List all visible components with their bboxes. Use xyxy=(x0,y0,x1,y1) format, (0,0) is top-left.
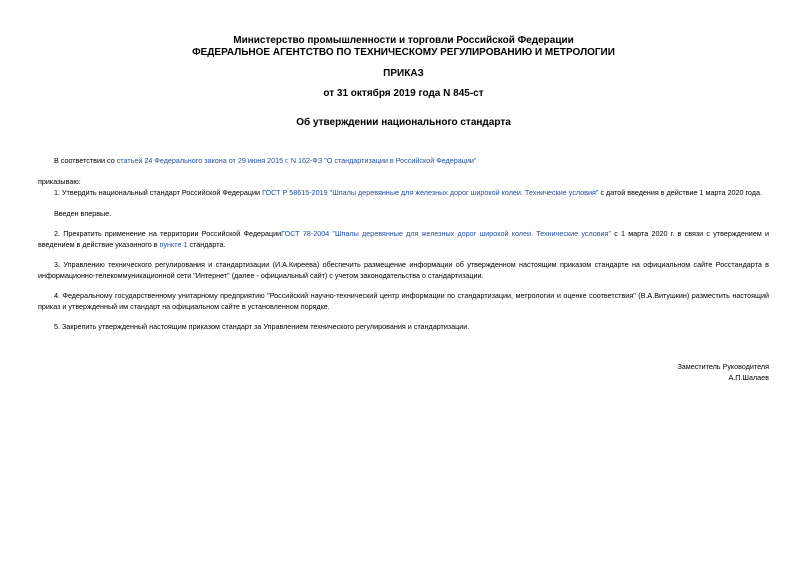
order-word: приказываю: xyxy=(38,177,81,186)
item-2-prefix: 2. Прекратить применение на территории Российской Федерации xyxy=(54,229,282,238)
item-2-suffix: стандарта. xyxy=(187,239,226,249)
item-3: 3. Управлению технического регулирования и стандартизации (И.А.Киреева) обеспечить размещение информации об утвержденном настоящим приказом стандарте на официальном сайте Росстандарта в информационно-телекоммуникационной сети "Интернет" (далее - официальный сайт) с учетом законодательства о стандартизации. xyxy=(38,260,769,280)
item-4: 4. Федеральному государственному унитарному предприятию "Российский научно-технический центр информации по стандартизации, метрологии и оценке соответствия" (В.А.Витушкин) разместить настоящий приказ и утвержденный им стандарт на официальном сайте в установленном порядке. xyxy=(38,291,769,311)
item-1-suffix: с датой введения в действие 1 марта 2020 года. xyxy=(598,188,762,197)
item-1-prefix: 1. Утвердить национальный стандарт Российской Федерации xyxy=(54,188,263,197)
item-1-reference-link[interactable]: пункте 1 xyxy=(159,239,188,249)
document-title: Об утверждении национального стандарта xyxy=(296,117,511,128)
document-date-number: от 31 октября 2019 года N 845-ст xyxy=(323,88,484,99)
preamble-prefix: В соответствии со xyxy=(54,156,117,165)
introduced-note: Введен впервые. xyxy=(54,209,112,218)
document-type: ПРИКАЗ xyxy=(383,68,424,79)
gost-r-58615-link[interactable]: ГОСТ Р 58615-2019 "Шпалы деревянные для железных дорог широкой колеи. Технические условия" xyxy=(262,188,599,197)
signatory-name: А.П.Шалаев xyxy=(728,373,769,382)
item-5: 5. Закрепить утвержденный настоящим приказом стандарт за Управлением технического регулирования и стандартизации. xyxy=(54,322,470,331)
preamble xyxy=(38,156,769,167)
signatory-position: Заместитель Руководителя xyxy=(677,362,769,371)
ministry-name: Министерство промышленности и торговли Российской Федерации xyxy=(233,35,574,46)
item-1 xyxy=(38,188,769,199)
gost-78-2004-link[interactable]: ГОСТ 78-2004 "Шпалы деревянные для железных дорог широкой колеи. Технические условия" xyxy=(281,229,611,238)
federal-law-link[interactable]: статьей 24 Федерального закона от 29 июня 2015 г. N 162-ФЗ "О стандартизации в Российской Федерации" xyxy=(116,156,477,165)
item-2-mid: с 1 марта 2020 г. в связи с утверждением и введением в действие указанного в xyxy=(38,229,769,249)
item-2 xyxy=(38,229,769,250)
agency-name: ФЕДЕРАЛЬНОЕ АГЕНТСТВО ПО ТЕХНИЧЕСКОМУ РЕГУЛИРОВАНИЮ И МЕТРОЛОГИИ xyxy=(192,47,615,58)
